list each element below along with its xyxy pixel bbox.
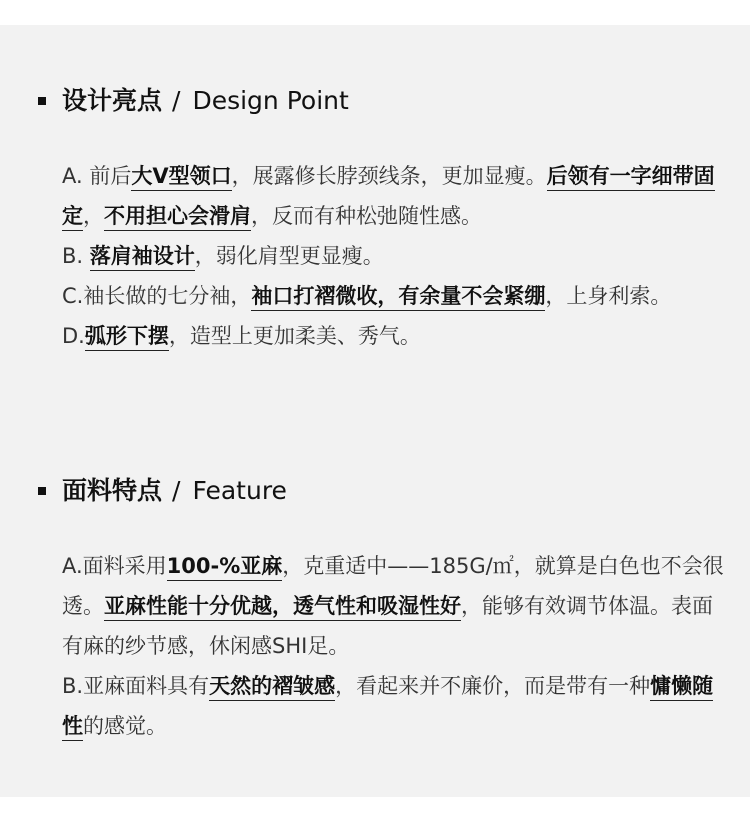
highlighted-phrase: 后领有一字细带固定 (62, 164, 715, 231)
text-segment: ，上身利索。 (545, 284, 672, 308)
text-segment: A. 前后 (62, 164, 132, 188)
heading-cn: 面料特点 (62, 476, 163, 505)
feature-text (62, 546, 727, 746)
highlighted-phrase: 亚麻性能十分优越，透气性和吸湿性好 (104, 594, 461, 621)
heading-slash: / (172, 86, 181, 115)
paragraph (62, 316, 727, 356)
text-segment: ， (83, 204, 104, 228)
text-segment: ，展露修长脖颈线条，更加显瘦。 (231, 164, 547, 188)
text-segment: C.袖长做的七分袖， (62, 284, 252, 308)
highlighted-phrase: 天然的褶皱感 (209, 674, 335, 701)
heading-slash: / (172, 476, 181, 505)
paragraph (62, 546, 727, 666)
highlighted-phrase: 不用担心会滑肩 (104, 204, 251, 231)
highlighted-phrase: 大V型领口 (131, 164, 231, 191)
text-segment: B. (62, 244, 90, 268)
paragraph (62, 276, 727, 316)
heading-en: Feature (192, 476, 287, 505)
heading-en: Design Point (192, 86, 349, 115)
highlighted-phrase: 100-%亚麻 (167, 554, 283, 581)
text-segment: 的感觉。 (83, 714, 167, 738)
square-bullet-icon (38, 487, 46, 495)
paragraph (62, 156, 727, 236)
text-segment: B.亚麻面料具有 (62, 674, 210, 698)
text-segment: ，看起来并不廉价，而是带有一种 (335, 674, 651, 698)
paragraph (62, 666, 727, 746)
paragraph (62, 236, 727, 276)
heading-cn: 设计亮点 (62, 86, 163, 115)
section-heading-feature (38, 474, 287, 508)
text-segment: A.面料采用 (62, 554, 167, 578)
section-heading-design (38, 84, 349, 118)
square-bullet-icon (38, 97, 46, 105)
text-segment: D. (62, 324, 85, 348)
highlighted-phrase: 弧形下摆 (85, 324, 169, 351)
highlighted-phrase: 袖口打褶微收，有余量不会紧绷 (251, 284, 545, 311)
highlighted-phrase: 慵懒随性 (62, 674, 713, 741)
text-segment: ，造型上更加柔美、秀气。 (168, 324, 421, 348)
text-segment: ，弱化肩型更显瘦。 (194, 244, 384, 268)
design-point-text (62, 156, 727, 356)
text-segment: ，能够有效调节体温。表面有麻的纱节感，休闲感SHI足。 (62, 594, 713, 658)
text-segment: ，反而有种松弛随性感。 (251, 204, 482, 228)
text-segment: ，克重适中——185G/㎡，就算是白色也不会很透。 (62, 554, 724, 618)
highlighted-phrase: 落肩袖设计 (90, 244, 195, 271)
